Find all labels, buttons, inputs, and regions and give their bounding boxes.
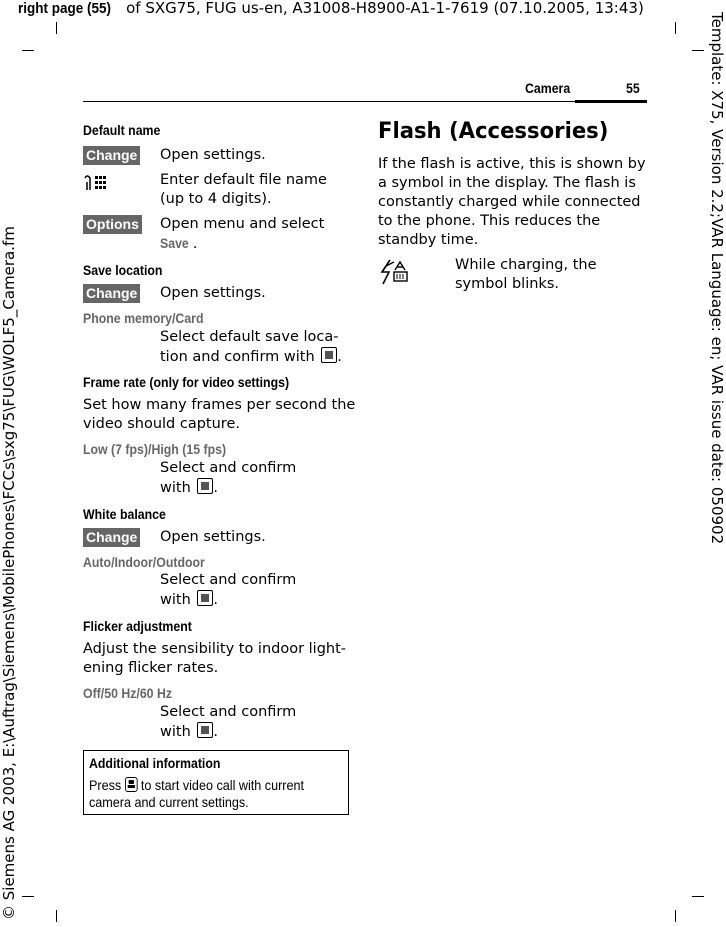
print-header-rest: of SXG75, FUG us-en, A31008-H8900-A1-1-7619 (07.10.2005, 13:43) [121,0,644,17]
section-heading: Default name [83,122,161,138]
option-list: Phone memory/Card [83,310,204,326]
text: with [160,724,191,740]
print-header [18,0,644,17]
text: Open settings. [160,529,266,545]
text: video should capture. [83,416,240,432]
text: with [160,592,191,608]
running-head [83,76,647,102]
text: Select and confirm [160,572,297,588]
section-heading: Save location [83,262,163,278]
change-softkey[interactable]: Change [83,528,140,547]
page-number: 55 [626,80,640,96]
menu-option-save: Save [160,235,189,251]
info-box [83,750,349,815]
text: standby time. [378,232,479,248]
crop-mark [56,910,57,922]
crop-mark [22,50,34,51]
text: Open settings. [160,147,266,163]
center-key-icon [197,722,213,738]
text: Select and confirm [160,460,297,476]
change-softkey[interactable]: Change [83,284,140,303]
crop-mark [675,22,676,34]
option-list: Low (7 fps)/High (15 fps) [83,441,227,457]
options-softkey[interactable]: Options [83,215,142,234]
crop-mark [692,896,704,897]
section-heading: Flicker adjustment [83,618,192,634]
option-off: Off [83,685,101,701]
crop-mark [56,22,57,34]
running-head-title: Camera [525,80,571,96]
section-title: Flash (Accessories) [378,118,609,144]
text: If the flash is active, this is shown by [378,156,646,172]
text: Enter default file name [160,172,327,188]
center-key-icon [197,478,213,494]
text: Press [89,777,122,793]
option-outdoor: Outdoor [156,554,205,570]
option-50hz: 50 Hz [104,685,137,701]
right-margin-text: Template: X75, Version 2.2;VAR Language: en; VAR issue date: 050902 [708,12,726,545]
text: ening flicker rates. [83,660,219,676]
text: (up to 4 digits). [160,191,272,207]
text: Open settings. [160,285,266,301]
text: to start video call with current [140,777,304,793]
text: Set how many frames per second the [83,397,356,413]
option-card: Card [175,310,204,326]
info-box-title: Additional information [89,755,221,771]
crop-mark [692,50,704,51]
text: to the phone. This reduces the [378,213,601,229]
option-list: Auto/Indoor/Outdoor [83,554,205,570]
left-margin-text: © Siemens AG 2003, E:\Auftrag\Siemens\MobilePhones\FCCs\sxg75\FUG\WOLF5_Camera.fm [0,226,18,920]
text: with [160,480,191,496]
flash-charging-icon [378,258,410,290]
change-softkey[interactable]: Change [83,146,140,165]
text: Select and confirm [160,704,297,720]
option-60hz: 60 Hz [139,685,173,701]
text: tion and confirm with [160,349,315,365]
crop-mark [675,910,676,922]
option-high: High (15 fps) [151,441,227,457]
option-list: Off/50 Hz/60 Hz [83,685,173,701]
keypad-icon [83,172,111,198]
header-rule [83,101,647,102]
option-phone-memory: Phone memory [83,310,173,326]
header-rule-accent [575,100,647,103]
text: camera and current settings. [89,794,249,810]
text: Adjust the sensibility to indoor light- [83,641,347,657]
option-auto: Auto [83,554,112,570]
text: constantly charged while connected [378,194,641,210]
print-header-label: right page (55) [18,0,112,17]
center-key-icon [197,590,213,606]
text: Select default save loca- [160,329,339,345]
section-heading: Frame rate (only for video settings) [83,374,290,390]
call-key-icon [125,777,138,792]
option-low: Low (7 fps) [83,441,149,457]
text: While charging, the [455,257,597,273]
text: Open menu and select [160,216,325,232]
section-heading: White balance [83,506,166,522]
center-key-icon [321,347,337,363]
crop-mark [22,896,34,897]
text: a symbol in the display. The flash is [378,175,636,191]
option-indoor: Indoor [114,554,153,570]
text: symbol blinks. [455,276,559,292]
